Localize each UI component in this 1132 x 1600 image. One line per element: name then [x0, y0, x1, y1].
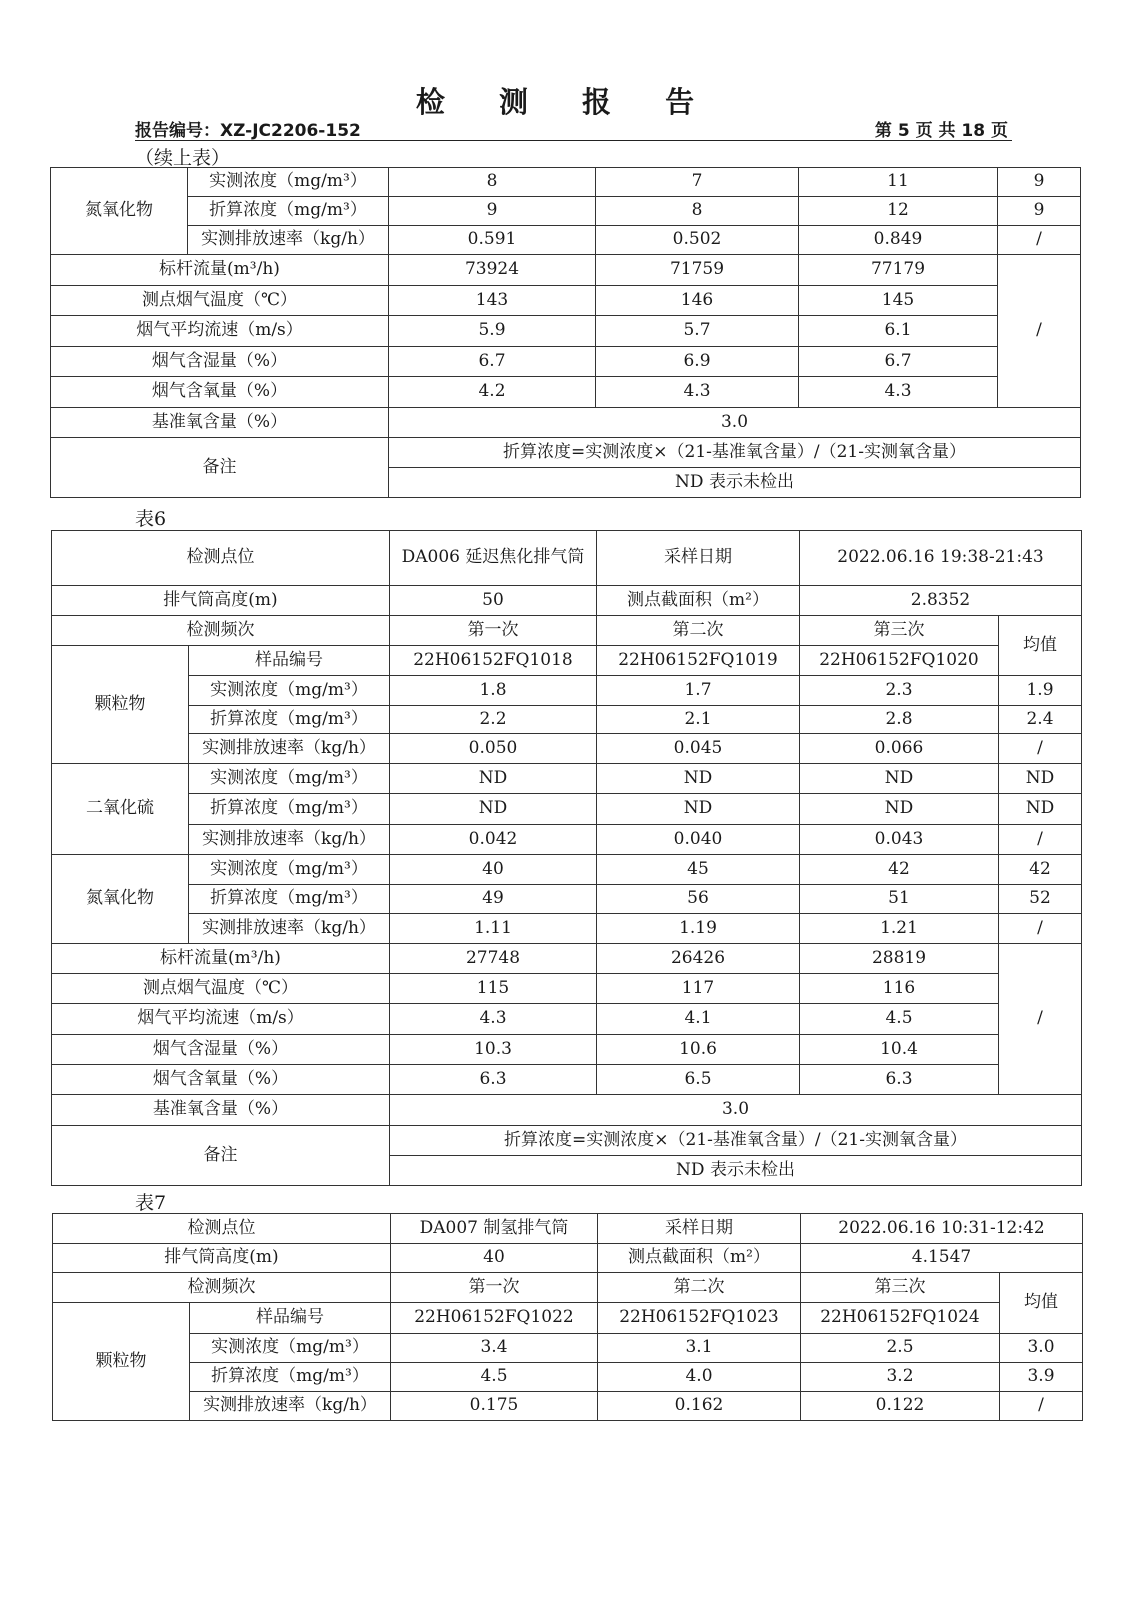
table-cell: 1.9 [999, 676, 1082, 706]
table-cell: 检测点位 [53, 1214, 391, 1244]
table-cell: 12 [799, 197, 998, 226]
table-cell: 基准氧含量（%） [52, 1095, 390, 1126]
table-cell: 22H06152FQ1019 [597, 646, 800, 676]
table-cell: 3.0 [389, 408, 1081, 438]
table-cell: 42 [999, 855, 1082, 885]
table-row [51, 347, 1081, 377]
table-cell: 3.9 [1000, 1363, 1083, 1392]
table-cell: 3.2 [801, 1363, 1000, 1392]
table-row [52, 646, 1082, 676]
table-cell: 49 [390, 885, 597, 914]
table-cell: 6.3 [800, 1065, 999, 1095]
table-cell: 22H06152FQ1024 [801, 1303, 1000, 1334]
table-cell: / [999, 914, 1082, 944]
table-cell: 排气筒高度(m) [52, 586, 390, 616]
table-row [53, 1392, 1083, 1421]
table-cell: 0.502 [596, 226, 799, 255]
table-row [52, 855, 1082, 885]
table-row [53, 1363, 1083, 1392]
table-cell: 0.849 [799, 226, 998, 255]
table-row [51, 286, 1081, 316]
table-cell: 测点烟气温度（℃） [51, 286, 389, 316]
table-cell: 实测浓度（mg/m³） [190, 1334, 391, 1363]
table-row [52, 706, 1082, 734]
table-cell: 均值 [1000, 1273, 1083, 1334]
table-cell: / [999, 734, 1082, 764]
continued-label: （续上表） [135, 147, 231, 169]
table-cell: 颗粒物 [52, 646, 189, 764]
page-title: 检 测 报 告 [415, 85, 717, 119]
table-row [51, 168, 1081, 197]
table-cell: 氮氧化物 [52, 855, 189, 944]
table-cell: ND [800, 764, 999, 794]
table-cell: 52 [999, 885, 1082, 914]
table6 [51, 530, 1082, 1186]
table-cell: 2.2 [390, 706, 597, 734]
table-cell: 22H06152FQ1023 [598, 1303, 801, 1334]
table-cell: ND [390, 794, 597, 825]
table-cell: 2022.06.16 19:38-21:43 [800, 531, 1082, 586]
table-cell: 145 [799, 286, 998, 316]
table-cell: 6.9 [596, 347, 799, 377]
table-cell: 143 [389, 286, 596, 316]
table-cell: ND [597, 794, 800, 825]
table7-label: 表7 [135, 1192, 167, 1214]
table-cell: 116 [800, 974, 999, 1004]
table-cell: 采样日期 [598, 1214, 801, 1244]
table-cell: 26426 [597, 944, 800, 974]
table-cell: 11 [799, 168, 998, 197]
table-cell: 实测浓度（mg/m³） [189, 855, 390, 885]
table-cell: 采样日期 [597, 531, 800, 586]
table-row [51, 316, 1081, 347]
table-cell: 1.7 [597, 676, 800, 706]
table-cell: 6.1 [799, 316, 998, 347]
table-row [51, 255, 1081, 286]
table-cell: 4.3 [799, 377, 998, 408]
table-cell: 折算浓度（mg/m³） [188, 197, 389, 226]
table-cell: 4.2 [389, 377, 596, 408]
table-cell: 6.7 [389, 347, 596, 377]
table-cell: 0.045 [597, 734, 800, 764]
table-row [52, 764, 1082, 794]
table-cell: / [998, 255, 1081, 408]
table6-label: 表6 [135, 508, 167, 530]
table-cell: 2.4 [999, 706, 1082, 734]
table-cell: 8 [596, 197, 799, 226]
table7 [52, 1213, 1083, 1421]
table-cell: 检测点位 [52, 531, 390, 586]
table-cell: 折算浓度=实测浓度×（21-基准氧含量）/（21-实测氧含量） [389, 438, 1081, 468]
table-row [52, 1095, 1082, 1126]
site-value: DA007 制氢排气筒 [391, 1214, 598, 1244]
table-continued [50, 167, 1081, 498]
table-cell: 10.3 [390, 1035, 597, 1065]
table-row [52, 1035, 1082, 1065]
table-cell: 1.8 [390, 676, 597, 706]
table-cell: 折算浓度（mg/m³） [189, 706, 390, 734]
table-cell: 40 [391, 1244, 598, 1273]
table-cell: 2.1 [597, 706, 800, 734]
table-cell: 烟气平均流速（m/s） [51, 316, 389, 347]
table-cell: 2022.06.16 10:31-12:42 [801, 1214, 1083, 1244]
table-cell: 折算浓度（mg/m³） [190, 1363, 391, 1392]
table-cell: 27748 [390, 944, 597, 974]
table-cell: 0.591 [389, 226, 596, 255]
table-cell: 4.1547 [801, 1244, 1083, 1273]
table-cell: 2.5 [801, 1334, 1000, 1363]
table-cell: 0.066 [800, 734, 999, 764]
table-row [52, 1065, 1082, 1095]
table-cell: 1.21 [800, 914, 999, 944]
table-cell: 测点截面积（m²） [597, 586, 800, 616]
table-row [52, 914, 1082, 944]
table-cell: 排气筒高度(m) [53, 1244, 391, 1273]
table-row [52, 885, 1082, 914]
table-cell: 117 [597, 974, 800, 1004]
table-cell: 第三次 [800, 616, 999, 646]
table-cell: 2.3 [800, 676, 999, 706]
table-row [51, 377, 1081, 408]
table-cell: ND [999, 764, 1082, 794]
table-cell: ND [800, 794, 999, 825]
page-number: 第 5 页 共 18 页 [874, 121, 1008, 141]
table-cell: 4.0 [598, 1363, 801, 1392]
table-row [52, 586, 1082, 616]
table-cell: 7 [596, 168, 799, 197]
table-cell: 5.7 [596, 316, 799, 347]
table-cell: ND [390, 764, 597, 794]
table-cell: 烟气含氧量（%） [52, 1065, 390, 1095]
table-cell: 22H06152FQ1020 [800, 646, 999, 676]
table-row [52, 944, 1082, 974]
table-cell: 第二次 [597, 616, 800, 646]
table-cell: 3.0 [1000, 1334, 1083, 1363]
table-cell: / [1000, 1392, 1083, 1421]
table-cell: 实测浓度（mg/m³） [189, 676, 390, 706]
table-row [52, 676, 1082, 706]
table-cell: 9 [389, 197, 596, 226]
table-cell: 0.043 [800, 825, 999, 855]
table-cell: 样品编号 [189, 646, 390, 676]
table-cell: 4.3 [596, 377, 799, 408]
table-row [53, 1303, 1083, 1334]
row-header-nox: 氮氧化物 [51, 168, 188, 255]
table-cell: 28819 [800, 944, 999, 974]
table-row [52, 1004, 1082, 1035]
table-cell: 折算浓度（mg/m³） [189, 885, 390, 914]
table-row [52, 794, 1082, 825]
table-cell: 45 [597, 855, 800, 885]
table-cell: 77179 [799, 255, 998, 286]
table-cell: 50 [390, 586, 597, 616]
table-row [51, 226, 1081, 255]
table-row [52, 1126, 1082, 1156]
table-cell: / [999, 825, 1082, 855]
table-cell: 实测排放速率（kg/h） [189, 914, 390, 944]
table-cell: 实测排放速率（kg/h） [188, 226, 389, 255]
table-row [53, 1334, 1083, 1363]
table-cell: / [998, 226, 1081, 255]
report-header [135, 116, 1012, 141]
table-cell: 第三次 [801, 1273, 1000, 1303]
table-cell: 0.162 [598, 1392, 801, 1421]
table-cell: 1.19 [597, 914, 800, 944]
table-cell: 5.9 [389, 316, 596, 347]
table-cell: 4.5 [800, 1004, 999, 1035]
table-cell: 115 [390, 974, 597, 1004]
table-cell: 标杆流量(m³/h) [51, 255, 389, 286]
table-cell: 9 [998, 168, 1081, 197]
table-cell: 0.042 [390, 825, 597, 855]
table-row [51, 438, 1081, 468]
table-cell: 6.5 [597, 1065, 800, 1095]
table-cell: 检测频次 [52, 616, 390, 646]
table-cell: 9 [998, 197, 1081, 226]
table-cell: 4.5 [391, 1363, 598, 1392]
table-cell: 实测浓度（mg/m³） [188, 168, 389, 197]
table-cell: 烟气含氧量（%） [51, 377, 389, 408]
table-row [52, 825, 1082, 855]
table-row [52, 974, 1082, 1004]
table-cell: 备注 [52, 1126, 390, 1186]
table-cell: 22H06152FQ1018 [390, 646, 597, 676]
table-row [52, 616, 1082, 646]
table-cell: 51 [800, 885, 999, 914]
table-cell: 4.3 [390, 1004, 597, 1035]
report-number: 报告编号：XZ-JC2206-152 [135, 121, 361, 141]
table-cell: 1.11 [390, 914, 597, 944]
table-cell: 测点烟气温度（℃） [52, 974, 390, 1004]
table-cell: 折算浓度=实测浓度×（21-基准氧含量）/（21-实测氧含量） [390, 1126, 1082, 1156]
table-cell: 4.1 [597, 1004, 800, 1035]
table-row [52, 531, 1082, 586]
table-cell: 第一次 [390, 616, 597, 646]
table-row [53, 1214, 1083, 1244]
table-cell: 0.122 [801, 1392, 1000, 1421]
table-cell: 22H06152FQ1022 [391, 1303, 598, 1334]
table-cell: 测点截面积（m²） [598, 1244, 801, 1273]
table-cell: 0.175 [391, 1392, 598, 1421]
table-cell: 6.3 [390, 1065, 597, 1095]
table-row [53, 1244, 1083, 1273]
table-row [51, 197, 1081, 226]
table-cell: 73924 [389, 255, 596, 286]
table-cell: / [999, 944, 1082, 1095]
table-cell: ND 表示未检出 [390, 1156, 1082, 1186]
table-cell: 烟气含湿量（%） [52, 1035, 390, 1065]
table-cell: 烟气含湿量（%） [51, 347, 389, 377]
table-cell: ND 表示未检出 [389, 468, 1081, 498]
table-cell: 标杆流量(m³/h) [52, 944, 390, 974]
table-cell: 二氧化硫 [52, 764, 189, 855]
table-cell: 10.4 [800, 1035, 999, 1065]
table-cell: 均值 [999, 616, 1082, 676]
table-cell: 42 [800, 855, 999, 885]
table-cell: 样品编号 [190, 1303, 391, 1334]
table-cell: 40 [390, 855, 597, 885]
table-cell: 3.1 [598, 1334, 801, 1363]
table-row [51, 408, 1081, 438]
table-cell: ND [999, 794, 1082, 825]
table-cell: 基准氧含量（%） [51, 408, 389, 438]
table-cell: 烟气平均流速（m/s） [52, 1004, 390, 1035]
table-cell: 备注 [51, 438, 389, 498]
table-cell: 颗粒物 [53, 1303, 190, 1421]
table-cell: 检测频次 [53, 1273, 391, 1303]
table-cell: 56 [597, 885, 800, 914]
table-cell: 10.6 [597, 1035, 800, 1065]
table-cell: 实测排放速率（kg/h） [189, 734, 390, 764]
table-cell: 0.050 [390, 734, 597, 764]
table-cell: ND [597, 764, 800, 794]
table-cell: 实测排放速率（kg/h） [189, 825, 390, 855]
table-cell: 3.4 [391, 1334, 598, 1363]
table-cell: 第二次 [598, 1273, 801, 1303]
site-value: DA006 延迟焦化排气筒 [390, 531, 597, 586]
table-cell: 实测排放速率（kg/h） [190, 1392, 391, 1421]
table-cell: 2.8 [800, 706, 999, 734]
table-cell: 实测浓度（mg/m³） [189, 764, 390, 794]
table-cell: 0.040 [597, 825, 800, 855]
table-row [53, 1273, 1083, 1303]
table-cell: 2.8352 [800, 586, 1082, 616]
table-row [52, 734, 1082, 764]
table-cell: 3.0 [390, 1095, 1082, 1126]
table-cell: 折算浓度（mg/m³） [189, 794, 390, 825]
table-cell: 6.7 [799, 347, 998, 377]
table-cell: 8 [389, 168, 596, 197]
table-cell: 146 [596, 286, 799, 316]
table-cell: 71759 [596, 255, 799, 286]
table-cell: 第一次 [391, 1273, 598, 1303]
